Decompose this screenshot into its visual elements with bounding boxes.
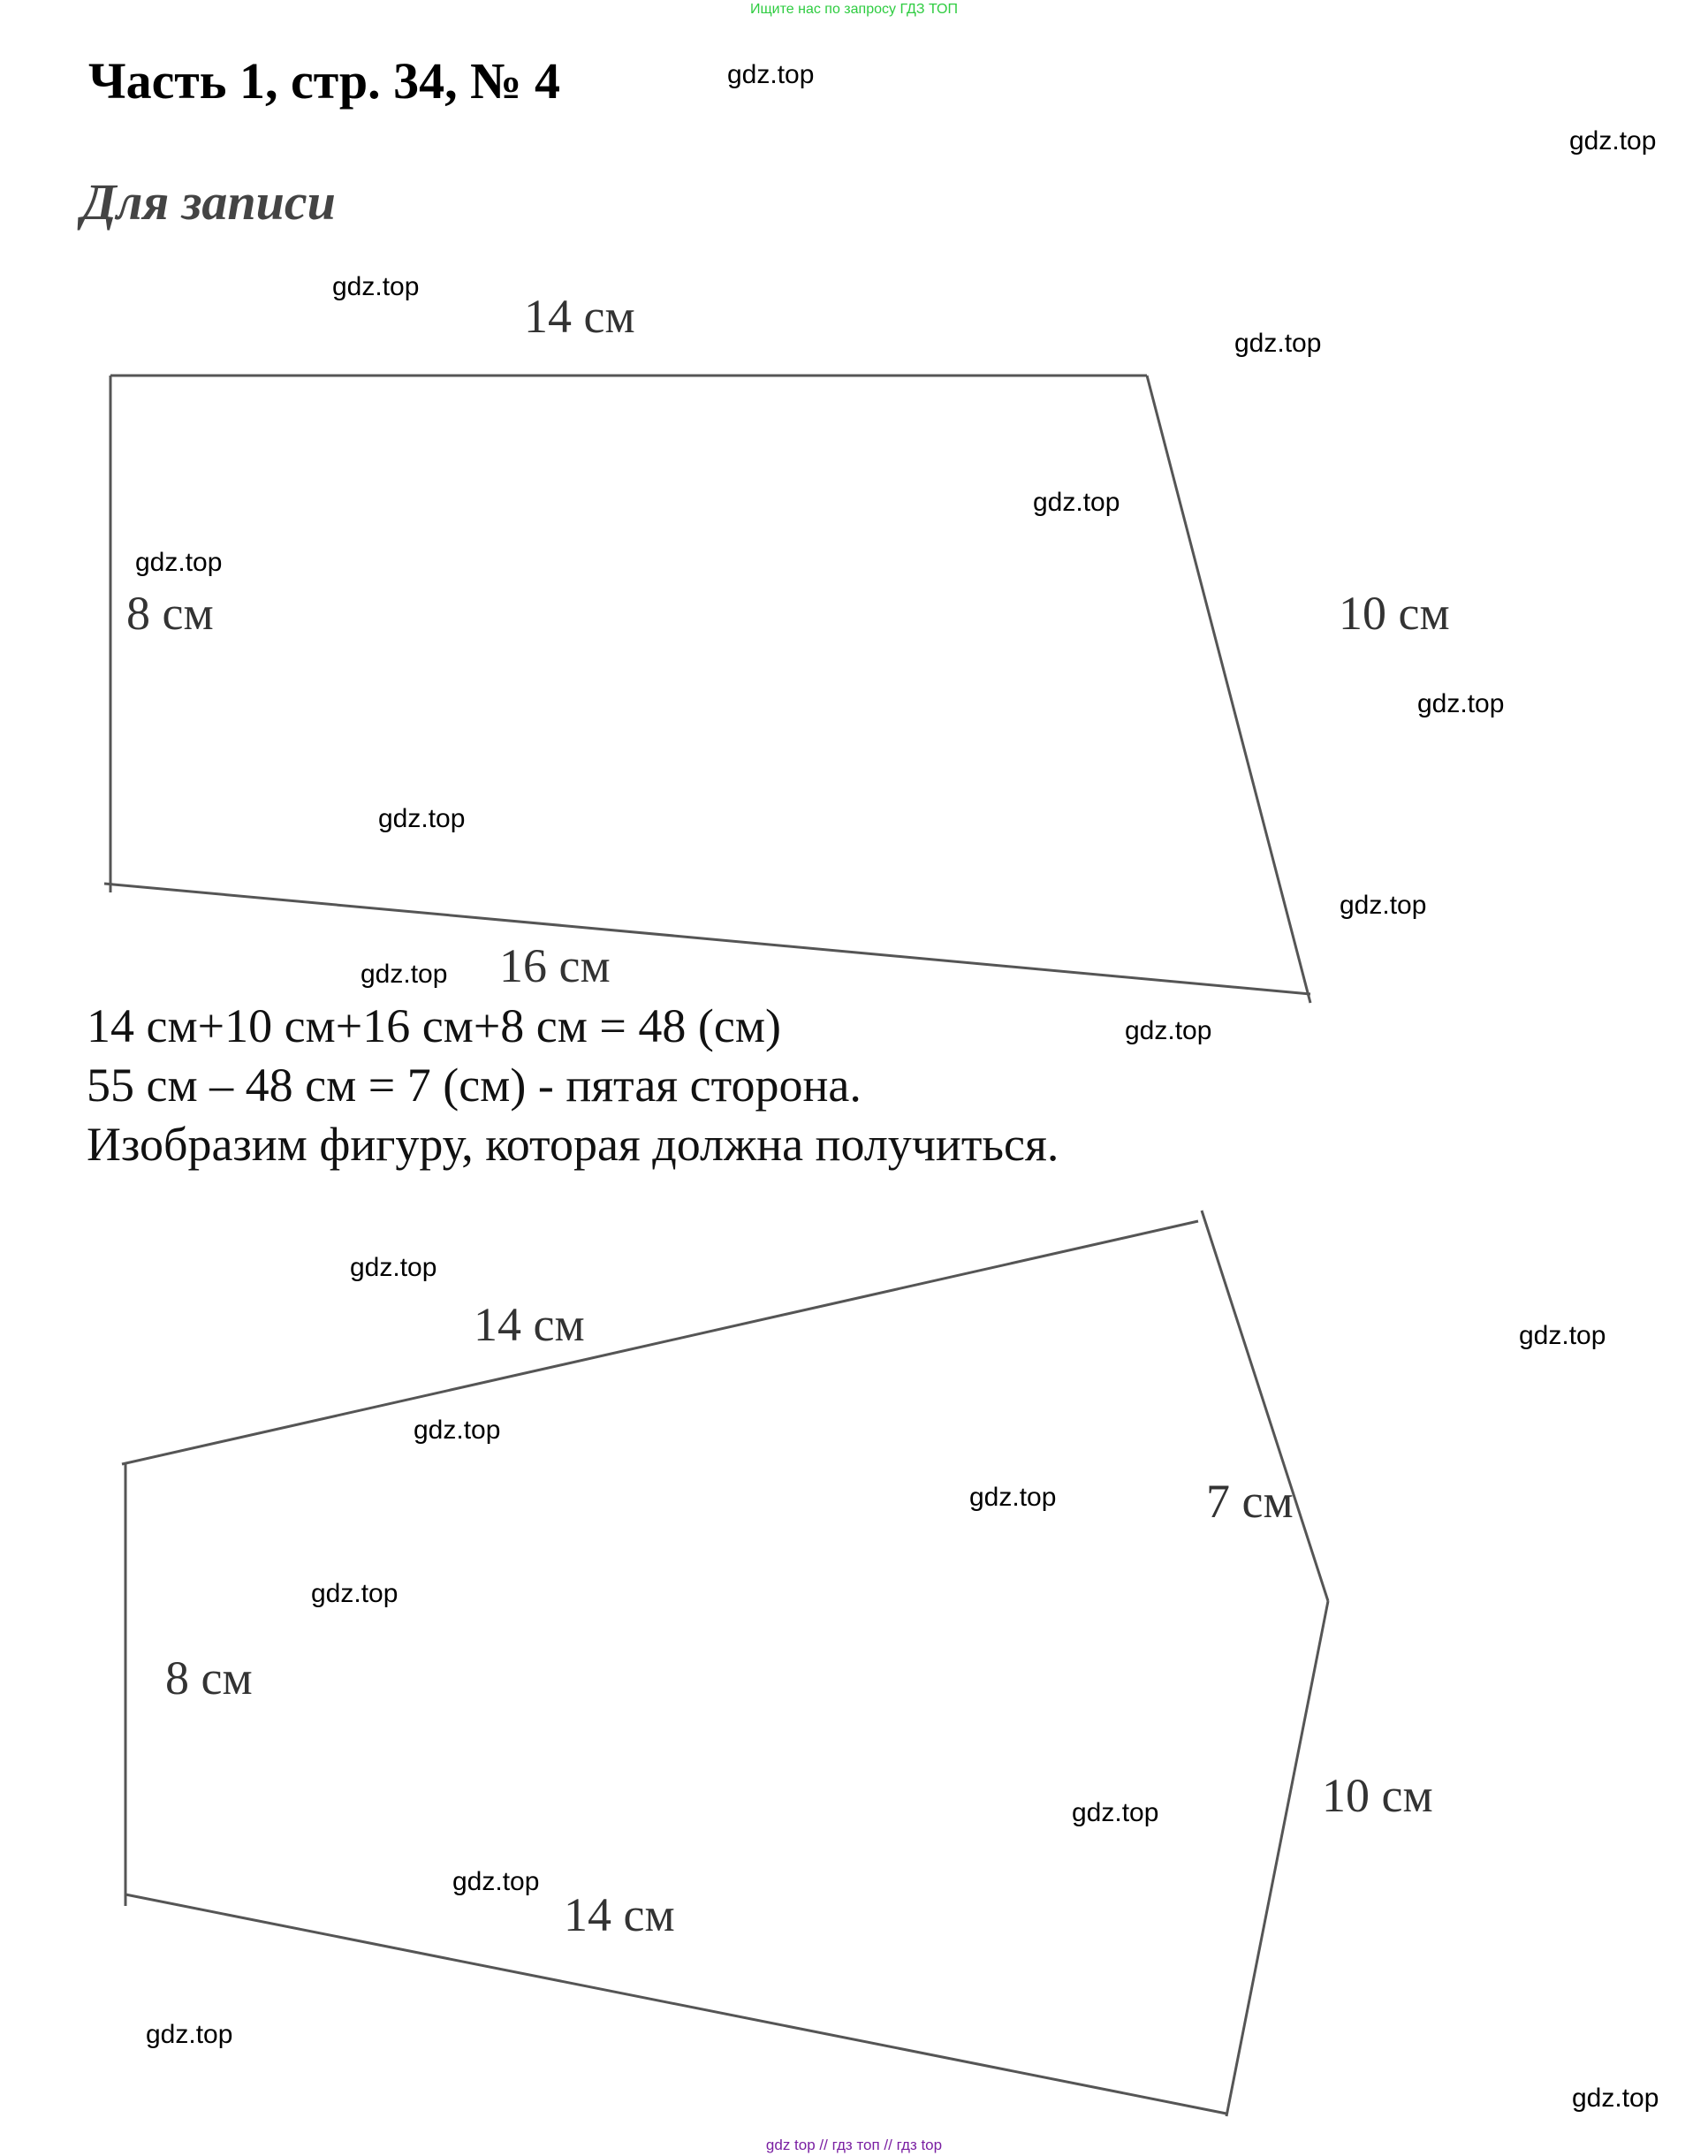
figure-1-right-label: 10 см (1339, 587, 1450, 640)
figure-1-bottom-label: 16 см (499, 939, 611, 992)
figure-2-bottom-label: 14 см (564, 1888, 675, 1941)
figure-2-bottom-side (125, 1894, 1226, 2114)
watermark: gdz.top (1519, 1321, 1606, 1350)
watermark: gdz.top (135, 548, 223, 577)
watermark: gdz.top (1572, 2084, 1659, 2113)
figure-2-right-label: 10 см (1322, 1769, 1433, 1822)
top-banner: Ищите нас по запросу ГДЗ ТОП (750, 2, 958, 17)
watermark: gdz.top (452, 1867, 540, 1896)
figure-2-left-label: 8 см (165, 1651, 253, 1704)
watermark: gdz.top (969, 1483, 1057, 1512)
watermark: gdz.top (1234, 329, 1322, 358)
watermark: gdz.top (414, 1416, 501, 1445)
watermark: gdz.top (350, 1253, 437, 1282)
figure-1-left-label: 8 см (126, 587, 214, 640)
watermark: gdz.top (1072, 1798, 1159, 1827)
figure-2-short-side (1202, 1211, 1328, 1601)
watermark: gdz.top (1340, 891, 1427, 920)
watermark: gdz.top (378, 804, 466, 833)
watermark: gdz.top (727, 60, 815, 89)
figure-2-right-side (1226, 1601, 1328, 2116)
figure-2-top-label: 14 см (474, 1298, 585, 1351)
calculation-line-3: Изобразим фигуру, которая должна получиться. (87, 1118, 1059, 1171)
watermark: gdz.top (311, 1579, 399, 1608)
watermark: gdz.top (1125, 1016, 1212, 1045)
watermark: gdz.top (1417, 689, 1505, 718)
section-subtitle: Для записи (81, 173, 336, 231)
figure-2-short-side-label: 7 см (1206, 1475, 1294, 1528)
watermark: gdz.top (1033, 488, 1120, 517)
watermark: gdz.top (332, 272, 420, 301)
calculation-line-1: 14 см+10 см+16 см+8 см = 48 (см) (87, 999, 781, 1052)
watermark: gdz.top (361, 960, 448, 989)
watermark: gdz.top (1569, 126, 1657, 156)
page-title: Часть 1, стр. 34, № 4 (88, 52, 560, 110)
watermark: gdz.top (146, 2020, 233, 2049)
footer-watermark: gdz top // гдз топ // гдз top (765, 2137, 943, 2153)
figure-1-top-label: 14 см (524, 290, 635, 343)
figure-2-top-side (122, 1221, 1198, 1464)
calculation-line-2: 55 см – 48 см = 7 (см) - пятая сторона. (87, 1059, 862, 1112)
